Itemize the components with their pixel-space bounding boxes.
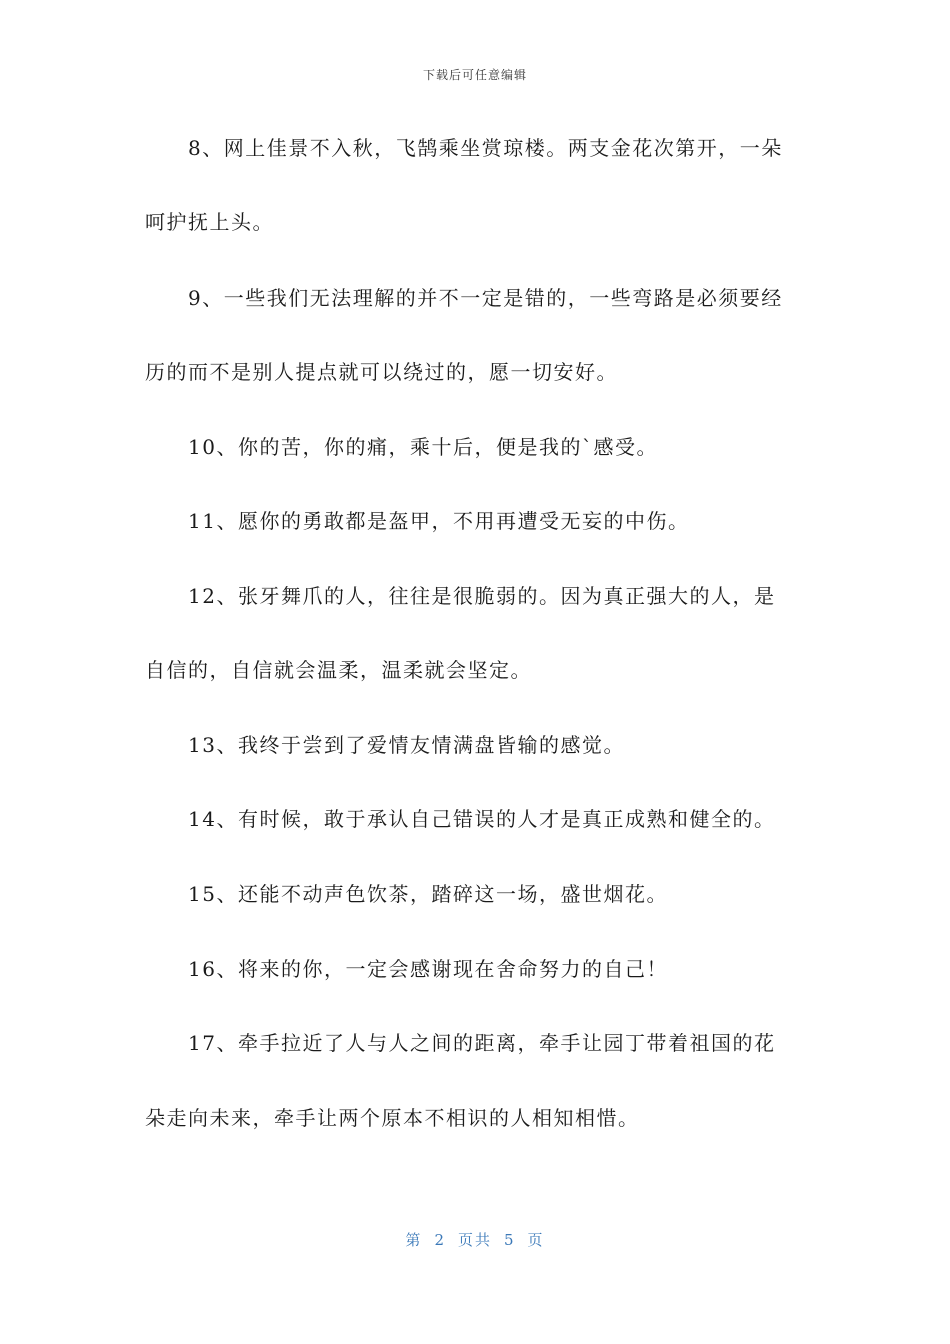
paragraph-17-line-1: 17、牵手拉近了人与人之间的距离，牵手让园丁带着祖国的花 [188,1031,776,1055]
paragraph-9-line-1: 9、一些我们无法理解的并不一定是错的，一些弯路是必须要经 [188,286,783,310]
paragraph-17-line-2: 朵走向未来，牵手让两个原本不相识的人相知相惜。 [145,1106,640,1130]
paragraph-8-line-1: 8、网上佳景不入秋，飞鹄乘坐赏琼楼。两支金花次第开，一朵 [188,136,783,160]
paragraph-11: 11、愿你的勇敢都是盔甲，不用再遭受无妄的中伤。 [188,509,690,533]
paragraph-9-line-2: 历的而不是别人提点就可以绕过的，愿一切安好。 [145,360,618,384]
footer-total-pages: 5 [504,1231,516,1249]
page-footer [0,1229,950,1250]
paragraph-16: 16、将来的你，一定会感谢现在舍命努力的自己！ [188,957,668,981]
footer-current-page: 2 [434,1231,446,1249]
footer-suffix: 页 [527,1231,545,1249]
paragraph-10: 10、你的苦，你的痛，乘十后，便是我的`感受。 [188,435,658,459]
footer-prefix: 第 [405,1231,423,1249]
paragraph-14: 14、有时候，敢于承认自己错误的人才是真正成熟和健全的。 [188,807,776,831]
paragraph-13: 13、我终于尝到了爱情友情满盘皆输的感觉。 [188,733,625,757]
footer-middle: 页共 [457,1231,492,1249]
paragraph-8-line-2: 呵护抚上头。 [145,210,274,234]
paragraph-12-line-2: 自信的，自信就会温柔，温柔就会坚定。 [145,658,532,682]
paragraph-12-line-1: 12、张牙舞爪的人，往往是很脆弱的。因为真正强大的人，是 [188,584,776,608]
page-header: 下载后可任意编辑 [422,68,527,82]
paragraph-15: 15、还能不动声色饮茶，踏碎这一场，盛世烟花。 [188,882,668,906]
